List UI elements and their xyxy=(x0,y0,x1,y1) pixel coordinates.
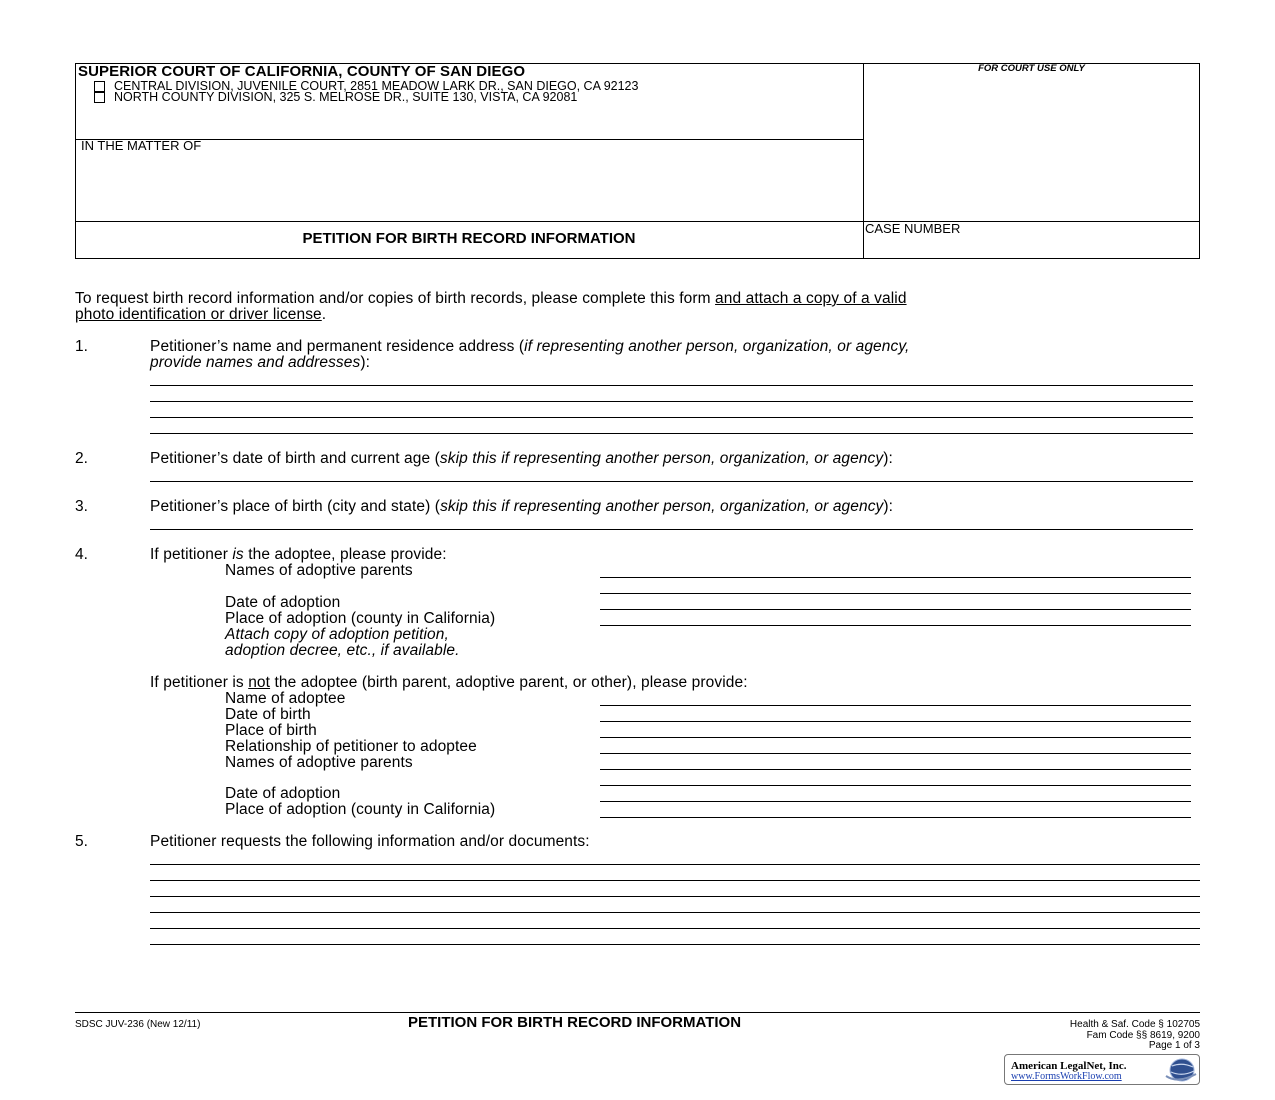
label-place-of-adoption: Place of adoption (county in California) xyxy=(225,610,496,627)
item-4-is-text: If petitioner xyxy=(150,546,233,563)
form-title: PETITION FOR BIRTH RECORD INFORMATION xyxy=(302,230,636,247)
item-1-line-2 xyxy=(150,354,370,372)
date-of-birth-input[interactable] xyxy=(600,721,1191,722)
adoptive-parents-input-2[interactable] xyxy=(600,593,1191,594)
item-5-text: Petitioner requests the following information and/or documents: xyxy=(150,833,590,850)
intro-text: To request birth record information and/or copies of birth records, please complete this form xyxy=(75,290,716,307)
north-division-label: NORTH COUNTY DIVISION, 325 S. MELROSE DR., SUITE 130, VISTA, CA 92081 xyxy=(114,90,578,104)
label-relationship: Relationship of petitioner to adoptee xyxy=(225,738,477,755)
item-1-input-line-4[interactable] xyxy=(150,433,1193,434)
footer-page-number: Page 1 of 3 xyxy=(1148,1040,1200,1051)
adoptive-parents-input-3[interactable] xyxy=(600,769,1191,770)
item-1-input-line-3[interactable] xyxy=(150,417,1193,418)
item-3-number: 3. xyxy=(75,498,88,515)
north-division-checkbox[interactable] xyxy=(94,92,105,103)
logo-company-name: American LegalNet, Inc. xyxy=(1011,1060,1127,1072)
intro-underlined-1: and attach a copy of a valid xyxy=(715,290,907,307)
item-4-not-underlined: not xyxy=(248,674,271,691)
item-4-not-text-end: the adoptee (birth parent, adoptive parent, or other), please provide: xyxy=(270,674,748,691)
label-name-of-adoptee: Name of adoptee xyxy=(225,690,346,707)
item-4-not-text: If petitioner is xyxy=(150,674,249,691)
item-5-input-line-5[interactable] xyxy=(150,928,1200,929)
footer-form-id: SDSC JUV-236 (New 12/11) xyxy=(75,1019,201,1030)
label-date-of-birth: Date of birth xyxy=(225,706,311,723)
court-title: SUPERIOR COURT OF CALIFORNIA, COUNTY OF SAN DIEGO xyxy=(78,63,526,80)
item-1-number: 1. xyxy=(75,338,88,355)
label-date-of-adoption: Date of adoption xyxy=(225,594,341,611)
label-names-adoptive-parents: Names of adoptive parents xyxy=(225,562,413,579)
footer-code-2: Fam Code §§ 8619, 9200 xyxy=(1086,1030,1200,1041)
item-5-input-line-2[interactable] xyxy=(150,880,1200,881)
place-of-adoption-input[interactable] xyxy=(600,625,1191,626)
item-4-is-italic: is xyxy=(232,546,244,563)
item-3-line xyxy=(150,498,893,516)
item-3-italic: skip this if representing another person, organization, or agency xyxy=(440,498,884,515)
item-2-text: Petitioner’s date of birth and current age ( xyxy=(150,450,440,467)
item-2-number: 2. xyxy=(75,450,88,467)
item-5-input-line-4[interactable] xyxy=(150,912,1200,913)
item-2-line xyxy=(150,450,893,468)
intro-line-2 xyxy=(75,306,326,324)
item-2-italic: skip this if representing another person, organization, or agency xyxy=(439,450,884,467)
item-4-is-text-end: the adoptee, please provide: xyxy=(243,546,447,563)
item-1-italic-2: provide names and addresses xyxy=(150,354,361,371)
place-of-birth-input[interactable] xyxy=(600,737,1191,738)
label-names-adoptive-parents-2: Names of adoptive parents xyxy=(225,754,413,771)
central-division-label: CENTRAL DIVISION, JUVENILE COURT, 2851 MEADOW LARK DR., SAN DIEGO, CA 92123 xyxy=(114,79,639,93)
division-option-north[interactable] xyxy=(94,90,577,104)
item-3-input-line[interactable] xyxy=(150,529,1193,530)
relationship-input[interactable] xyxy=(600,753,1191,754)
item-1-italic: if representing another person, organization, or agency, xyxy=(524,338,910,355)
in-the-matter-of-label: IN THE MATTER OF xyxy=(81,138,202,153)
item-5-number: 5. xyxy=(75,833,88,850)
logo-url-link[interactable]: www.FormsWorkFlow.com xyxy=(1011,1071,1122,1082)
item-1-text: Petitioner’s name and permanent residence address ( xyxy=(150,338,525,355)
attach-note-line-1: Attach copy of adoption petition, xyxy=(225,626,449,643)
case-number-label: CASE NUMBER xyxy=(865,221,961,236)
intro-underlined-2: photo identification or driver license xyxy=(75,306,322,323)
footer-code-1: Health & Saf. Code § 102705 xyxy=(1069,1019,1200,1030)
footer-title: PETITION FOR BIRTH RECORD INFORMATION xyxy=(408,1014,742,1031)
item-5-input-line-6[interactable] xyxy=(150,944,1200,945)
item-1-input-line-2[interactable] xyxy=(150,401,1193,402)
footer-divider xyxy=(75,1012,1200,1013)
intro-end: . xyxy=(321,306,327,323)
date-of-adoption-input[interactable] xyxy=(600,609,1191,610)
item-2-input-line[interactable] xyxy=(150,481,1193,482)
item-5-input-line-1[interactable] xyxy=(150,864,1200,865)
label-date-of-adoption-2: Date of adoption xyxy=(225,785,341,802)
item-3-text: Petitioner’s place of birth (city and state) ( xyxy=(150,498,441,515)
item-2-text-end: ): xyxy=(883,450,893,467)
court-use-only-label: FOR COURT USE ONLY xyxy=(978,63,1085,74)
label-place-of-birth: Place of birth xyxy=(225,722,317,739)
adoptive-parents-input-1[interactable] xyxy=(600,577,1191,578)
adoptive-parents-input-4[interactable] xyxy=(600,785,1191,786)
attach-note-line-2: adoption decree, etc., if available. xyxy=(225,642,460,659)
item-1-text-end: ): xyxy=(360,354,371,371)
name-of-adoptee-input[interactable] xyxy=(600,705,1191,706)
item-5-input-line-3[interactable] xyxy=(150,896,1200,897)
item-4-number: 4. xyxy=(75,546,88,563)
place-of-adoption-input-2[interactable] xyxy=(600,817,1191,818)
item-1-input-line-1[interactable] xyxy=(150,385,1193,386)
label-place-of-adoption-2: Place of adoption (county in California) xyxy=(225,801,496,818)
globe-icon xyxy=(1164,1057,1198,1083)
item-3-text-end: ): xyxy=(883,498,894,515)
date-of-adoption-input-2[interactable] xyxy=(600,801,1191,802)
